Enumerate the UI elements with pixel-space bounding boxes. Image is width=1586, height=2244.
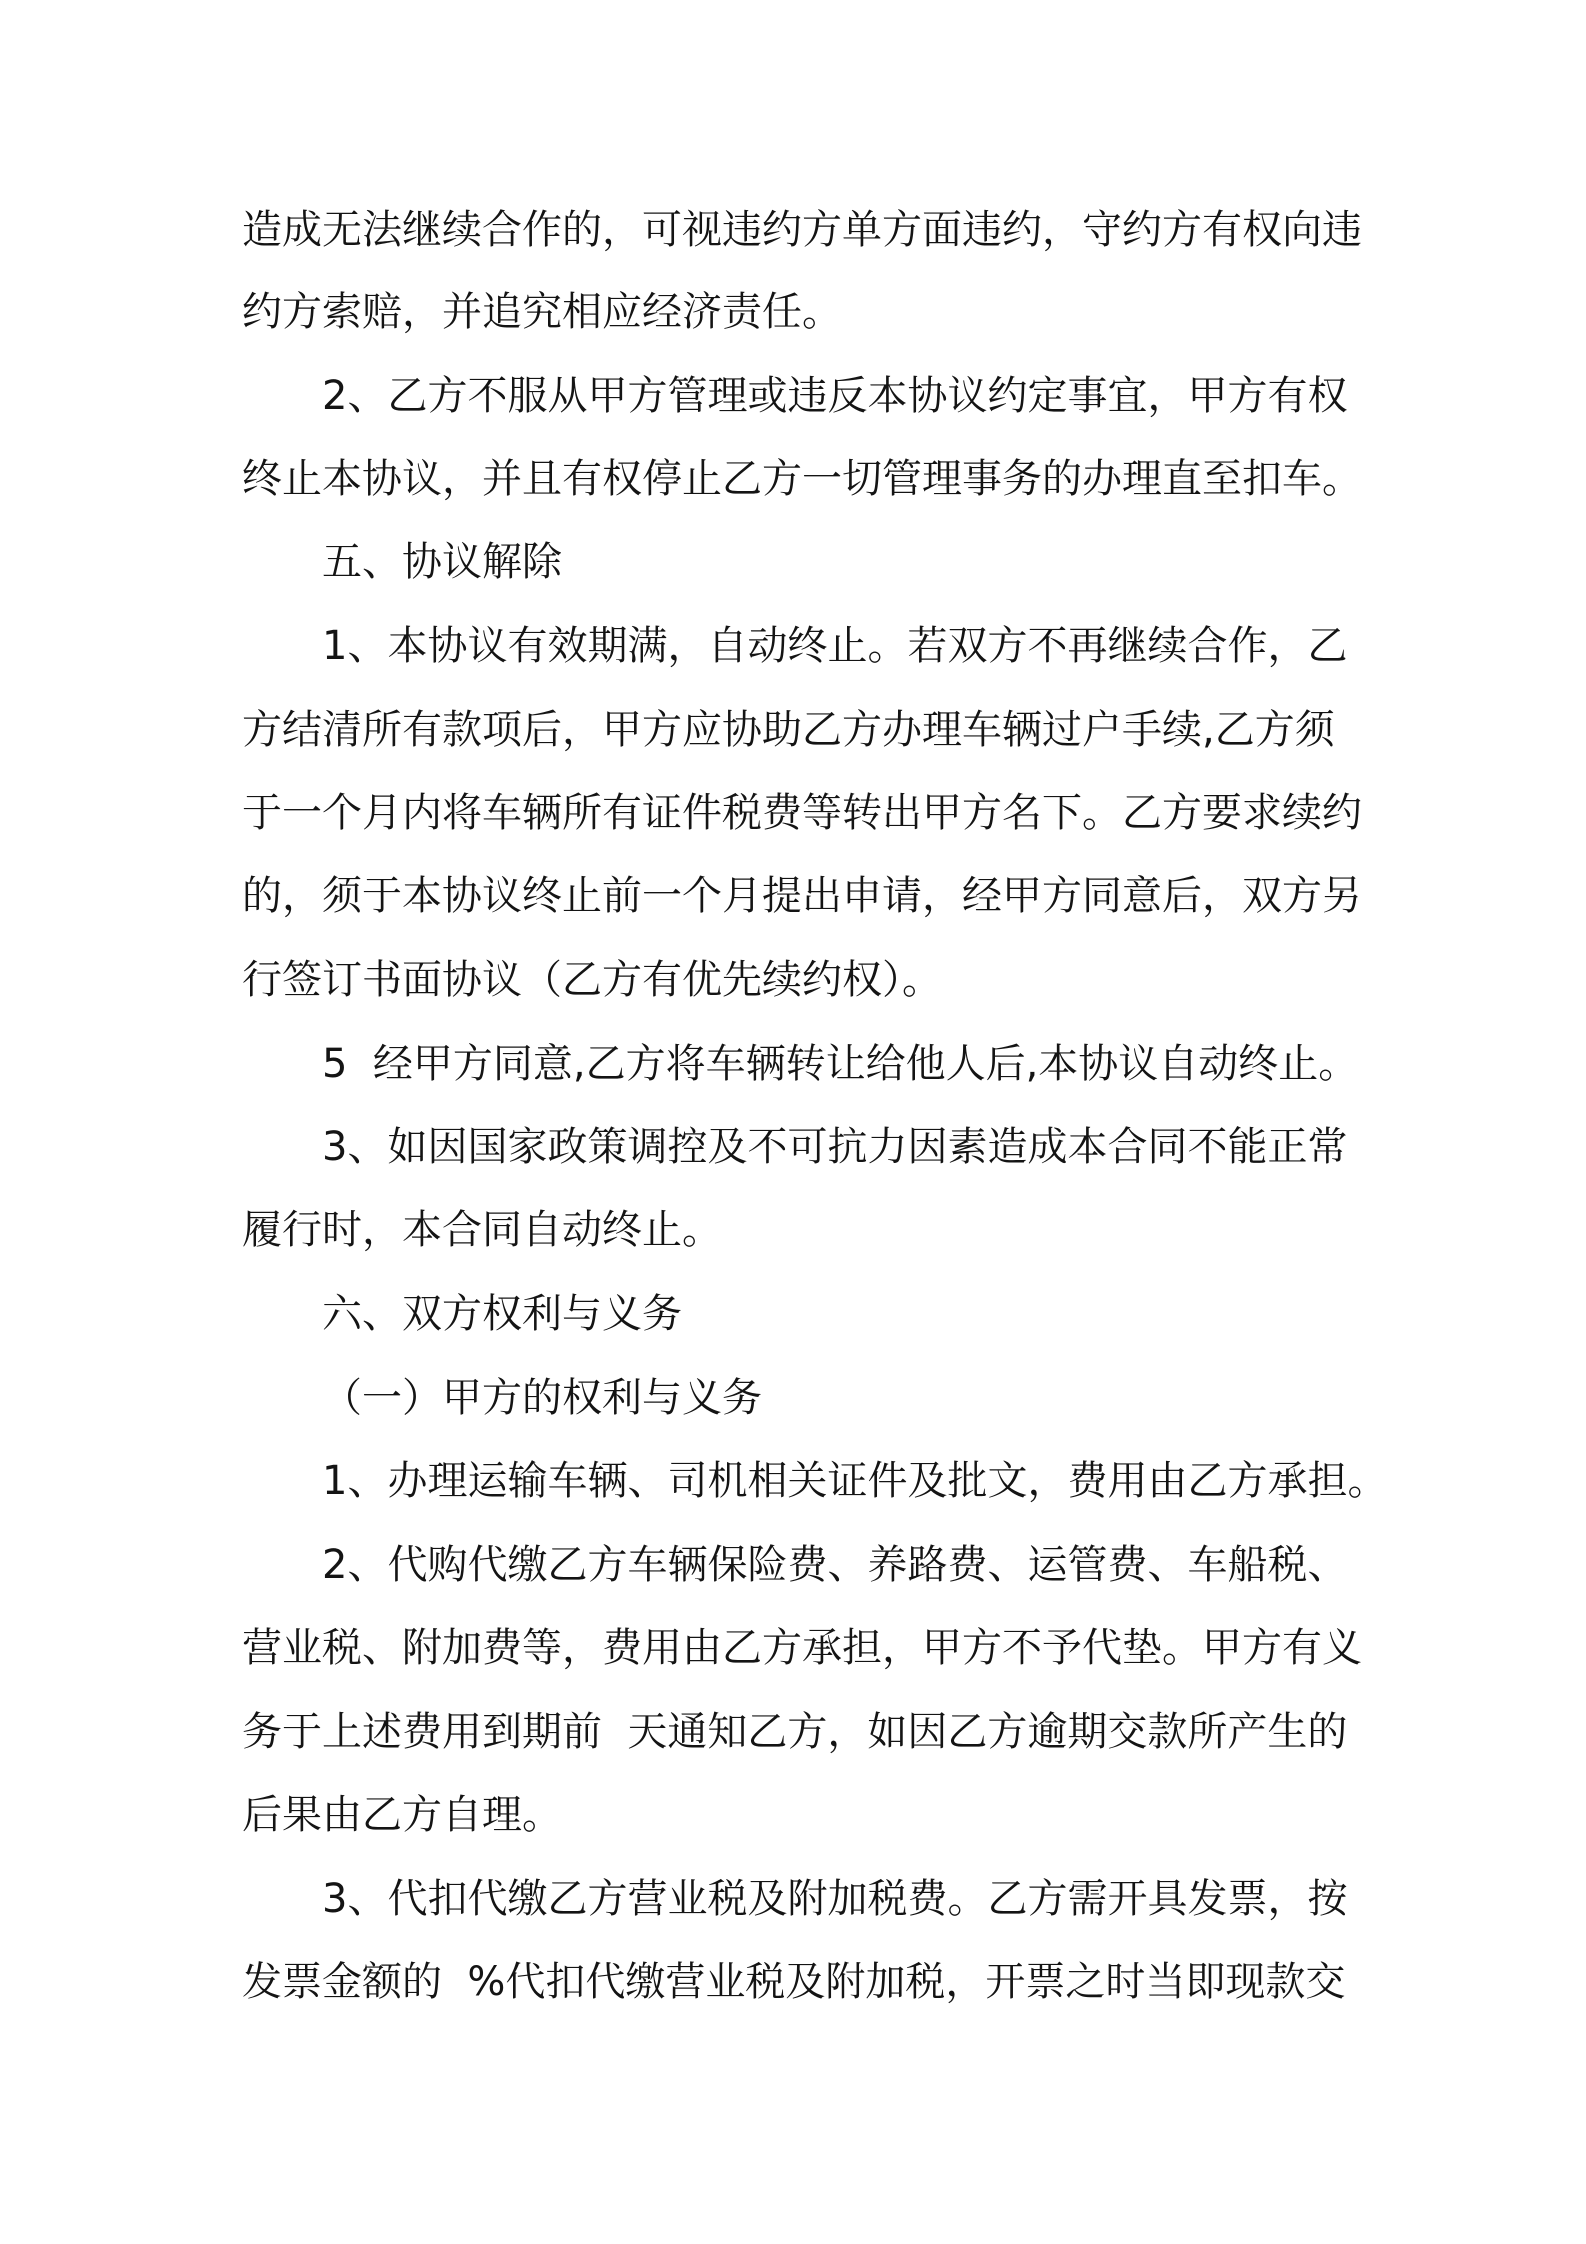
text-line-9: 的，须于本协议终止前一个月提出申请，经甲方同意后，双方另 [242,873,1362,919]
text-line-10: 行签订书面协议（乙方有优先续约权）。 [242,957,942,1003]
section-heading-6: 六、双方权利与义务 [322,1291,682,1337]
text-line-20: 后果由乙方自理。 [242,1792,562,1838]
subsection-heading: （一）甲方的权利与义务 [322,1375,762,1421]
text-line-2: 约方索赔，并追究相应经济责任。 [242,289,842,335]
text-line-3: 2、乙方不服从甲方管理或违反本协议约定事宜，甲方有权 [322,373,1348,419]
text-line-17: 2、代购代缴乙方车辆保险费、养路费、运管费、车船税、 [322,1542,1348,1588]
text-line-13: 履行时，本合同自动终止。 [242,1207,722,1253]
text-line-18: 营业税、附加费等，费用由乙方承担，甲方不予代垫。甲方有义 [242,1625,1362,1671]
text-line-6: 1、本协议有效期满，自动终止。若双方不再继续合作，乙 [322,623,1348,669]
text-line-7: 方结清所有款项后，甲方应协助乙方办理车辆过户手续,乙方须 [242,707,1335,753]
text-line-16: 1、办理运输车辆、司机相关证件及批文，费用由乙方承担。 [322,1458,1388,1504]
text-line-11: 5 经甲方同意,乙方将车辆转让给他人后,本协议自动终止。 [322,1041,1359,1087]
section-heading-5: 五、协议解除 [322,539,562,585]
text-line-8: 于一个月内将车辆所有证件税费等转出甲方名下。乙方要求续约 [242,790,1362,836]
text-line-19: 务于上述费用到期前 天通知乙方，如因乙方逾期交款所产生的 [242,1709,1348,1755]
text-line-21: 3、代扣代缴乙方营业税及附加税费。乙方需开具发票，按 [322,1876,1348,1922]
text-line-4: 终止本协议，并且有权停止乙方一切管理事务的办理直至扣车。 [242,456,1362,502]
text-line-12: 3、如因国家政策调控及不可抗力因素造成本合同不能正常 [322,1124,1348,1170]
text-line-22: 发票金额的 %代扣代缴营业税及附加税，开票之时当即现款交 [242,1959,1346,2005]
text-line-1: 造成无法继续合作的，可视违约方单方面违约，守约方有权向违 [242,207,1362,253]
